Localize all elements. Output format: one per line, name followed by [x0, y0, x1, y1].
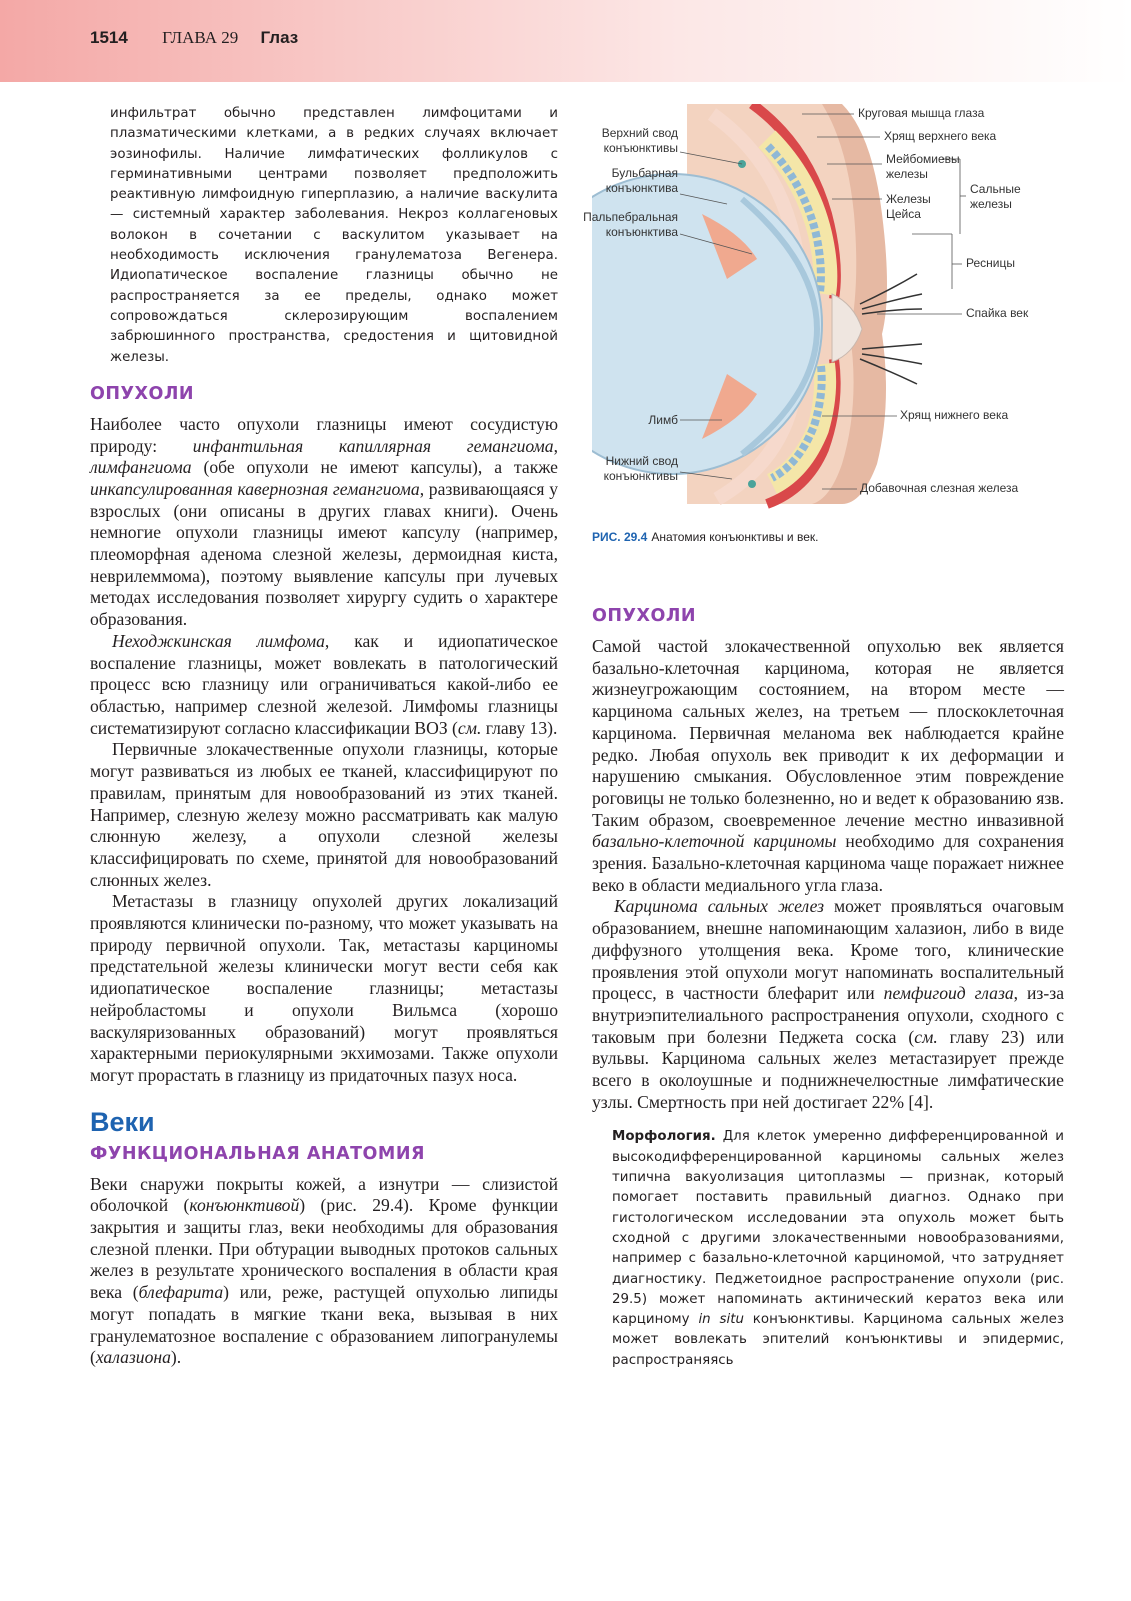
label-upper-tarsus: Хрящ верхнего века: [884, 129, 997, 143]
label-meibomian-glands: Мейбомиевы железы: [886, 152, 960, 181]
anatomy-paragraph: Веки снаружи покрыты кожей, а изнутри — слизистой оболочкой (конъюнктивой) (рис. 29.4). Кроме функции закрытия и защиты глаз, веки необходимы для образования слезной пленки. При обтурации выводных протоков сальных желез в результате хронического воспаления в области края века (блефарита) или, реже, растущей опухолью липиды могут попадать в мягкие ткани века, вызывая в них гранулематозное воспаление с образованием липогранулемы (халазиона).: [90, 1173, 558, 1368]
eyelid-tumors-paragraph-1: Самой частой злокачественной опухолью век является базально-клеточная карцинома, которая не является жизнеугрожающим состоянием, на втором месте — карцинома сальных желез, на третьем — плоскоклеточная карцинома. Первичная меланома век наблюдается крайне редко. Любая опухоль век приводит к их деформации и нарушению смыкания. Обусловленное этим повреждение роговицы не только болезненно, но и ведет к образованию язв. Таким образом, своевременное лечение местно инвазивной базально-клеточной карциномы необходимо для сохранения зрения. Базально-клеточная карцинома чаще поражает нижнее веко в области медиального угла глаза.: [592, 636, 1064, 895]
label-zeis-glands: Железы Цейса: [886, 192, 931, 221]
label-upper-fornix: Верхний свод конъюнктивы: [601, 126, 678, 155]
orbit-tumors-paragraph-4: Метастазы в глазницу опухолей других локализаций проявляются клинически по-разному, что может указывать на природу первичной опухоли. Так, метастазы карциномы предстательной железы клинически могут вести себя как идиопатическое воспаление глазницы; метастазы нейробластомы и опухоли Вильмса (хорошо васкуляризованных образований) могут проявляться характерными периокулярными экхимозами. Также опухоли могут прорастать в глазницу из придаточных пазух носа.: [90, 891, 558, 1085]
orbit-tumors-paragraph-3: Первичные злокачественные опухоли глазницы, которые могут развиваться из любых ее тканей, классифицируют по правилам, принятым для новообразований из этих тканей. Например, слезную железу можно рассматривать как малую слюнную железу, а опухоли слезной железы классифицировать по схеме, принятой для новообразований слюнных желез.: [90, 739, 558, 890]
orbit-tumors-paragraph-2: Неходжкинская лимфома, как и идиопатическое воспаление глазницы, может вовлекать в патологический процесс всю глазницу или ограничиваться какой-либо ее областью, например слезной железой. Лимфомы глазницы систематизируют согласно классификации ВОЗ (см. главу 13).: [90, 630, 558, 738]
figure-number: РИС. 29.4: [592, 530, 648, 544]
figure-caption-text: Анатомия конъюнктивы и век.: [651, 530, 819, 544]
intro-paragraph: инфильтрат обычно представлен лимфоцитами и плазматическими клетками, а в редких случаях включает эозинофилы. Наличие лимфатических фолликулов с герминативными центрами позволяет предположить реактивную лимфоидную гиперплазию, а наличие васкулита — системный характер заболевания. Некроз коллагеновых волокон в сочетании с васкулитом указывает на необходимость исключения гранулематоза Вегенера. Идиопатическое воспаление глазницы обычно не распространяется за ее пределы, однако может сопровождаться склерозирующим воспалением забрюшинного пространства, средостения и щитовидной железы.: [110, 106, 558, 365]
label-accessory-lacrimal-gland: Добавочная слезная железа: [860, 481, 1019, 495]
label-lower-tarsus: Хрящ нижнего века: [900, 408, 1009, 422]
eyelid-tumors-heading: ОПУХОЛИ: [592, 606, 697, 626]
right-column: [583, 104, 1064, 1371]
orbit-tumors-paragraph-1: Наиболее часто опухоли глазницы имеют сосудистую природу: инфантильная капиллярная гемангиома, лимфангиома (обе опухоли не имеют капсулы), а также инкапсулированная кавернозная гемангиома, развивающаяся у взрослых (они описаны в других главах книги). Очень немногие опухоли глазницы имеют капсулу (например, плеоморфная аденома слезной железы, дермоидная киста, неврилеммома), поэтому выявление капсулы при лучевых методах исследования позволяет хирургу судить о характере образования.: [90, 413, 558, 630]
page-number: 1514: [90, 28, 128, 47]
orbit-tumors-heading: ОПУХОЛИ: [90, 383, 195, 404]
eyelids-heading: Веки: [90, 1106, 155, 1137]
label-lower-fornix: Нижний свод конъюнктивы: [603, 454, 678, 483]
label-bulbar-conjunctiva: Бульбарная конъюнктива: [605, 166, 678, 195]
figure-caption: [592, 530, 1064, 544]
figure-29-4: [583, 104, 1064, 524]
running-head: [90, 28, 298, 48]
label-orbicularis: Круговая мышца глаза: [858, 106, 985, 120]
label-lid-commissure: Спайка век: [966, 306, 1029, 320]
label-palpebral-conjunctiva: Пальпебральная конъюнктива: [583, 210, 678, 239]
label-sebaceous-glands: Сальные железы: [970, 182, 1021, 211]
functional-anatomy-heading: ФУНКЦИОНАЛЬНАЯ АНАТОМИЯ: [90, 1143, 425, 1164]
chapter-title: Глаз: [260, 28, 299, 47]
morphology-paragraph: Морфология. Для клеток умеренно дифференцированной и высокодифференцированной карциномы сальных желез типична вакуолизация цитоплазмы — признак, который помогает поставить правильный диагноз. Однако при гистологическом исследовании эта опухоль может быть сходной с другими злокачественными новообразованиями, например с базально-клеточной карциномой, что затрудняет диагностику. Педжетоидное распространение опухоли (рис. 29.5) может напоминать актинический кератоз века или карциному in situ конъюнктивы. Карцинома сальных желез может вовлекать эпителий конъюнктивы и эпидермис, распространяясь: [612, 1129, 1064, 1368]
label-limbus: Лимб: [648, 413, 678, 427]
label-eyelashes: Ресницы: [966, 256, 1015, 270]
left-column: [90, 104, 558, 1369]
gland-dot: [748, 480, 756, 488]
chapter-label: ГЛАВА 29: [162, 28, 239, 47]
eyelid-tumors-paragraph-2: Карцинома сальных желез может проявляться очаговым образованием, внешне напоминающим халазион, либо в виде диффузного утолщения века. Кроме того, клинические проявления этой опухоли могут напоминать воспалительный процесс, в частности блефарит или пемфигоид глаза, из-за внутриэпителиального распространения опухоли, сходного с таковым при болезни Педжета соска (см. главу 23) или вульвы. Карцинома сальных желез метастазирует прежде всего в околоушные и поднижнечелюстные лимфатические узлы. Смертность при ней достигает 22% [4].: [592, 896, 1064, 1112]
